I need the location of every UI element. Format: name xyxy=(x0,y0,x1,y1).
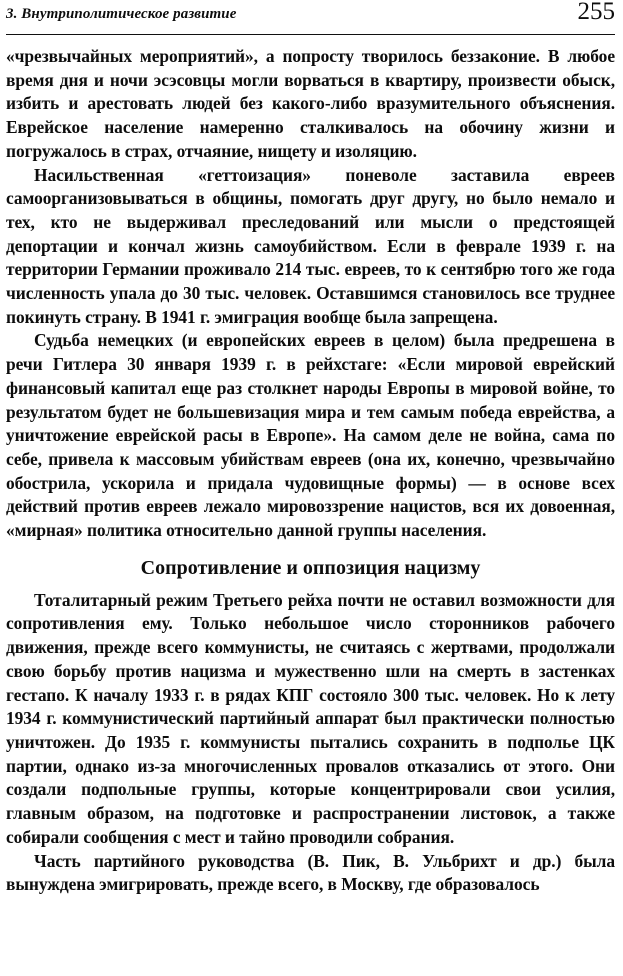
running-title: 3. Внутриполитическое развитие xyxy=(6,6,237,22)
paragraph: Насильственная «геттоизация» поневоле заставила евреев самоорганизовываться в общины, помогать друг другу, но было немало и тех, кто не выдерживал преследований или мысли о предстоящей депортации и кончал жизнь самоубийством. Если в феврале 1939 г. на территории Германии проживало 214 тыс. евреев, то к сентябрю того же года численность упала до 30 тыс. человек. Оставшимся становилось все труднее покинуть страну. В 1941 г. эмиграция вообще была запрещена. xyxy=(6,164,615,327)
page-number: 255 xyxy=(577,0,615,25)
section-heading: Сопротивление и оппозиция нацизму xyxy=(140,556,481,579)
paragraph: «чрезвычайных мероприятий», а попросту творилось беззаконие. В любое время дня и ночи эсэсовцы могли ворваться в квартиру, произвести обыск, избить и арестовать людей без какого-либо вразумительного объяснения. Еврейское население намеренно сталкивалось на обочину жизни и погружалось в страх, отчаяние, нищету и изоляцию. xyxy=(6,46,615,161)
paragraph: Судьба немецких (и европейских евреев в целом) была предрешена в речи Гитлера 30 января 1939 г. в рейхстаге: «Если мировой еврейский финансовый капитал еще раз столкнет народы Европы в мировой войне, то результатом будет не большевизация мира и тем самым победа еврейства, а уничтожение еврейской расы в Европе». На самом деле не война, сама по себе, привела к массовым убийствам евреев (она их, конечно, чрезвычайно обострила, ускорила и придала чудовищные формы) — в основе всех действий против евреев лежало мировоззрение нацистов, вся их довоенная, «мирная» политика относительно данной группы населения. xyxy=(6,330,615,541)
page-body xyxy=(6,35,615,897)
page-header xyxy=(6,0,615,35)
paragraph: Часть партийного руководства (В. Пик, В. Ульбрихт и др.) была вынуждена эмигрировать, прежде всего, в Москву, где образовалось xyxy=(6,850,615,895)
paragraph: Тоталитарный режим Третьего рейха почти не оставил возможности для сопротивления ему. Только небольшое число сторонников рабочего движения, прежде всего коммунисты, не считаясь с жертвами, продолжали свою борьбу против нацизма и мужественно шли на смерть в застенках гестапо. К началу 1933 г. в рядах КПГ состояло 300 тыс. человек. Но к лету 1934 г. коммунистический партийный аппарат был практически полностью уничтожен. До 1935 г. коммунисты пытались сохранить в подполье ЦК партии, однако из-за многочисленных провалов отказались от этого. Они создали подпольные группы, которые концентрировали свои усилия, главным образом, на подготовке и распространении листовок, а также собирали сообщения с мест и тайно проводили собрания. xyxy=(6,589,615,847)
